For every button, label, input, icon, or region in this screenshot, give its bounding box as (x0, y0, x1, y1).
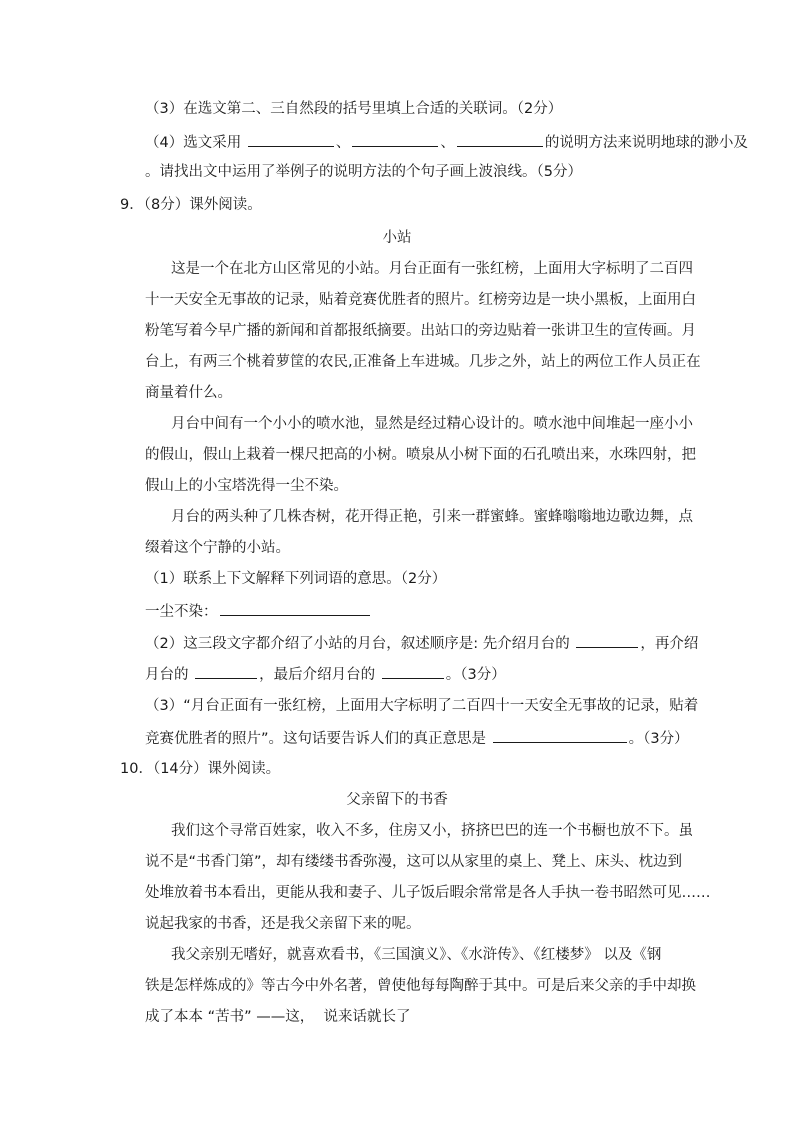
q9-passage-line: 台上，有两三个桃着萝筐的农民,正准备上车进城。几步之外，站上的两位工作人员正在 (145, 354, 701, 370)
answer-blank[interactable] (195, 663, 257, 679)
q10-header: 10．（14分）课外阅读。 (120, 761, 281, 777)
answer-blank[interactable] (220, 600, 370, 616)
q9-sub2-text: 月台的 (145, 667, 194, 683)
q9-sub1-word: 一尘不染： (145, 604, 218, 620)
q9-passage-line: 商量着什么。 (145, 385, 232, 401)
answer-blank[interactable] (382, 663, 444, 679)
answer-blank[interactable] (493, 727, 627, 743)
q9-passage-line: 十一天安全无事故的记录，贴着竞赛优胜者的照片。红榜旁边是一块小黑板，上面用白 (145, 292, 696, 308)
q9-sub1: （1）联系上下文解释下列词语的意思。（2分） (145, 571, 447, 587)
q9-sub3-text: 竞赛优胜者的照片”。这句话要告诉人们的真正意思是 (145, 731, 491, 747)
q9-sub2-text: ，最后介绍月台的 (259, 667, 380, 683)
q9-sub3-text: 。（3分） (628, 731, 689, 747)
q10-passage-line: 我们这个寻常百姓家，收入不多，住房又小，挤挤巴巴的连一个书橱也放不下。虽 (171, 823, 693, 839)
q8-sub4-prefix: （4）选文采用 (145, 135, 246, 151)
q8-sub4-sep: 、 (335, 135, 351, 151)
q8-sub4-after: 的说明方法来说明地球的渺小及 (544, 135, 748, 151)
q8-sub4-sep: 、 (440, 135, 455, 151)
q9-title: 小站 (382, 230, 412, 246)
q9-sub2-text: （2）这三段文字都介绍了小站的月台，叙述顺序是: 先介绍月台的 (145, 636, 575, 652)
q9-sub1-word-line (145, 600, 372, 622)
q9-passage-line: 月台的两头种了几株杏树，花开得正艳，引来一群蜜蜂。蜜蜂嗡嗡地边歌边舞，点 (171, 509, 693, 525)
answer-blank[interactable] (248, 131, 334, 147)
answer-blank[interactable] (352, 131, 438, 147)
q9-header: 9．（8分）课外阅读。 (120, 197, 262, 213)
q10-title: 父亲留下的书香 (346, 792, 448, 808)
q10-passage-line: 说不是“书香门第”，却有缕缕书香弥漫，这可以从家里的桌上、凳上、床头、枕边到 (145, 854, 683, 870)
q8-sub4-line2: 。请找出文中运用了举例子的说明方法的个句子画上波浪线。（5分） (145, 164, 582, 180)
q9-sub2-text: 。（3分） (445, 667, 506, 683)
q8-sub4-line1 (145, 131, 748, 153)
answer-blank[interactable] (457, 131, 543, 147)
q10-passage-line: 我父亲别无嗜好，就喜欢看书，《三国演义》、《水浒传》、《红楼梦》 以及《钢 (171, 947, 662, 963)
q9-sub2-line2 (145, 663, 506, 685)
q9-sub3-line1: （3）“月台正面有一张红榜，上面用大字标明了二百四十一天安全无事故的记录，贴着 (145, 698, 699, 714)
q10-passage-line: 处堆放着书本看出，更能从我和妻子、儿子饭后暇余常常是各人手执一卷书昭然可见…… (145, 885, 711, 901)
q10-passage-line: 铁是怎样炼成的》等古今中外名著，曾使他每每陶醉于其中。可是后来父亲的手中却换 (145, 978, 696, 994)
q8-sub3: （3）在选文第二、三自然段的括号里填上合适的关联词。（2分） (145, 101, 563, 117)
q9-sub2-text: ，再介绍 (640, 636, 699, 652)
q9-sub3-line2 (145, 727, 689, 749)
answer-blank[interactable] (576, 632, 638, 648)
q9-passage-line: 假山上的小宝塔洗得一尘不染。 (145, 478, 348, 494)
q9-passage-line: 这是一个在北方山区常见的小站。月台正面有一张红榜，上面用大字标明了二百四 (171, 261, 693, 277)
q10-passage-line: 说起我家的书香，还是我父亲留下来的呢。 (145, 916, 421, 932)
q9-passage-line: 的假山，假山上栽着一棵尺把高的小树。喷泉从小树下面的石孔喷出来，水珠四射，把 (145, 447, 696, 463)
q9-sub2-line1 (145, 632, 698, 654)
q9-passage-line: 缀着这个宁静的小站。 (145, 540, 290, 556)
q9-passage-line: 粉笔写着今早广播的新闻和首都报纸摘要。出站口的旁边贴着一张讲卫生的宣传画。月 (145, 323, 696, 339)
q9-passage-line: 月台中间有一个小小的喷水池，显然是经过精心设计的。喷水池中间堆起一座小小 (171, 416, 693, 432)
q10-passage-line: 成了本本 “苦书” ——这， 说来话就长了 (145, 1009, 411, 1025)
